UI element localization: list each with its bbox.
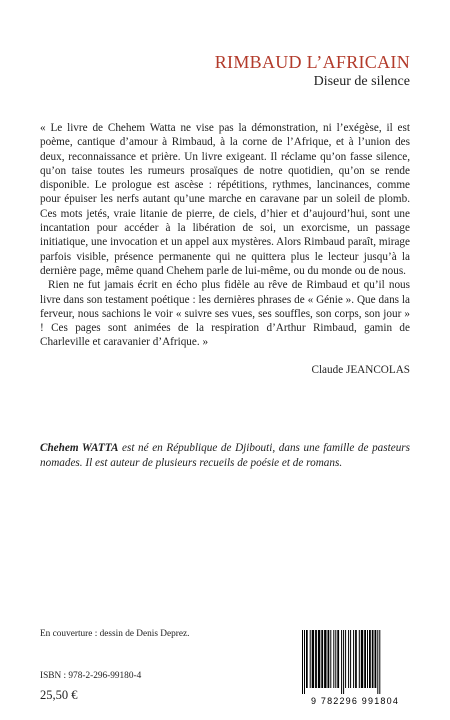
back-cover-quote	[40, 121, 410, 350]
price: 25,50 €	[40, 688, 78, 702]
quote-paragraph-2: Rien ne fut jamais écrit en écho plus fidèle au rêve de Rimbaud et qu’il nous livre dans son testament poétique : les dernières phrases de « Génie ». Que dans la ferveur, nous sachions le voir « suivre ses vues, ses souffles, son corps, son jour » ! Ces pages sont animées de la respiration d’Arthur Rimbaud, gamin de Charleville et caravanier d’Afrique. »	[40, 279, 410, 349]
book-subtitle: Diseur de silence	[313, 74, 410, 89]
title-block	[215, 52, 410, 91]
author-bio	[40, 441, 410, 470]
cover-credit: En couverture : dessin de Denis Deprez.	[40, 629, 190, 639]
isbn: ISBN : 978-2-296-99180-4	[40, 671, 142, 681]
quote-paragraph-1: « Le livre de Chehem Watta ne vise pas la démonstration, ni l’exégèse, il est poème, cantique d’amour à Rimbaud, à la corne de l’Afrique, et à l’union des deux, reconnaissance et prière. Un livre exigeant. Il réclame qu’on fasse silence, qu’on taise toutes les rumeurs prosaïques de notre quotidien, qu’on se rende disponible. Le prologue est ascèse : répétitions, rythmes, lancinances, comme pour épuiser les nerfs autant qu’une marche en caravane par un soleil de plomb. Ces mots jetés, vraie litanie de pierre, de ciels, d’hier et d’aujourd’hui, sont une incantation pour accéder à la libération de soi, un exorcisme, un passage initiatique, une invocation et un appel aux mystères. Alors Rimbaud paraît, mirage parfois visible, présence permanente qui ne quittera plus le lecteur jusqu’à la dernière page, même quand Chehem parle de lui-même, ou du monde ou de nous.	[40, 122, 410, 277]
author-bio-text: est né en République de Djibouti, dans une famille de pasteurs nomades. Il est auteur de plusieurs recueils de poésie et de romans.	[40, 442, 411, 469]
quote-signature: Claude JEANCOLAS	[311, 364, 410, 376]
barcode	[296, 630, 414, 706]
barcode-bars	[296, 630, 414, 694]
book-title: RIMBAUD L’AFRICAIN	[214, 52, 410, 72]
author-name: Chehem WATTA	[40, 442, 119, 454]
barcode-number: 9 782296 991804	[310, 696, 400, 706]
